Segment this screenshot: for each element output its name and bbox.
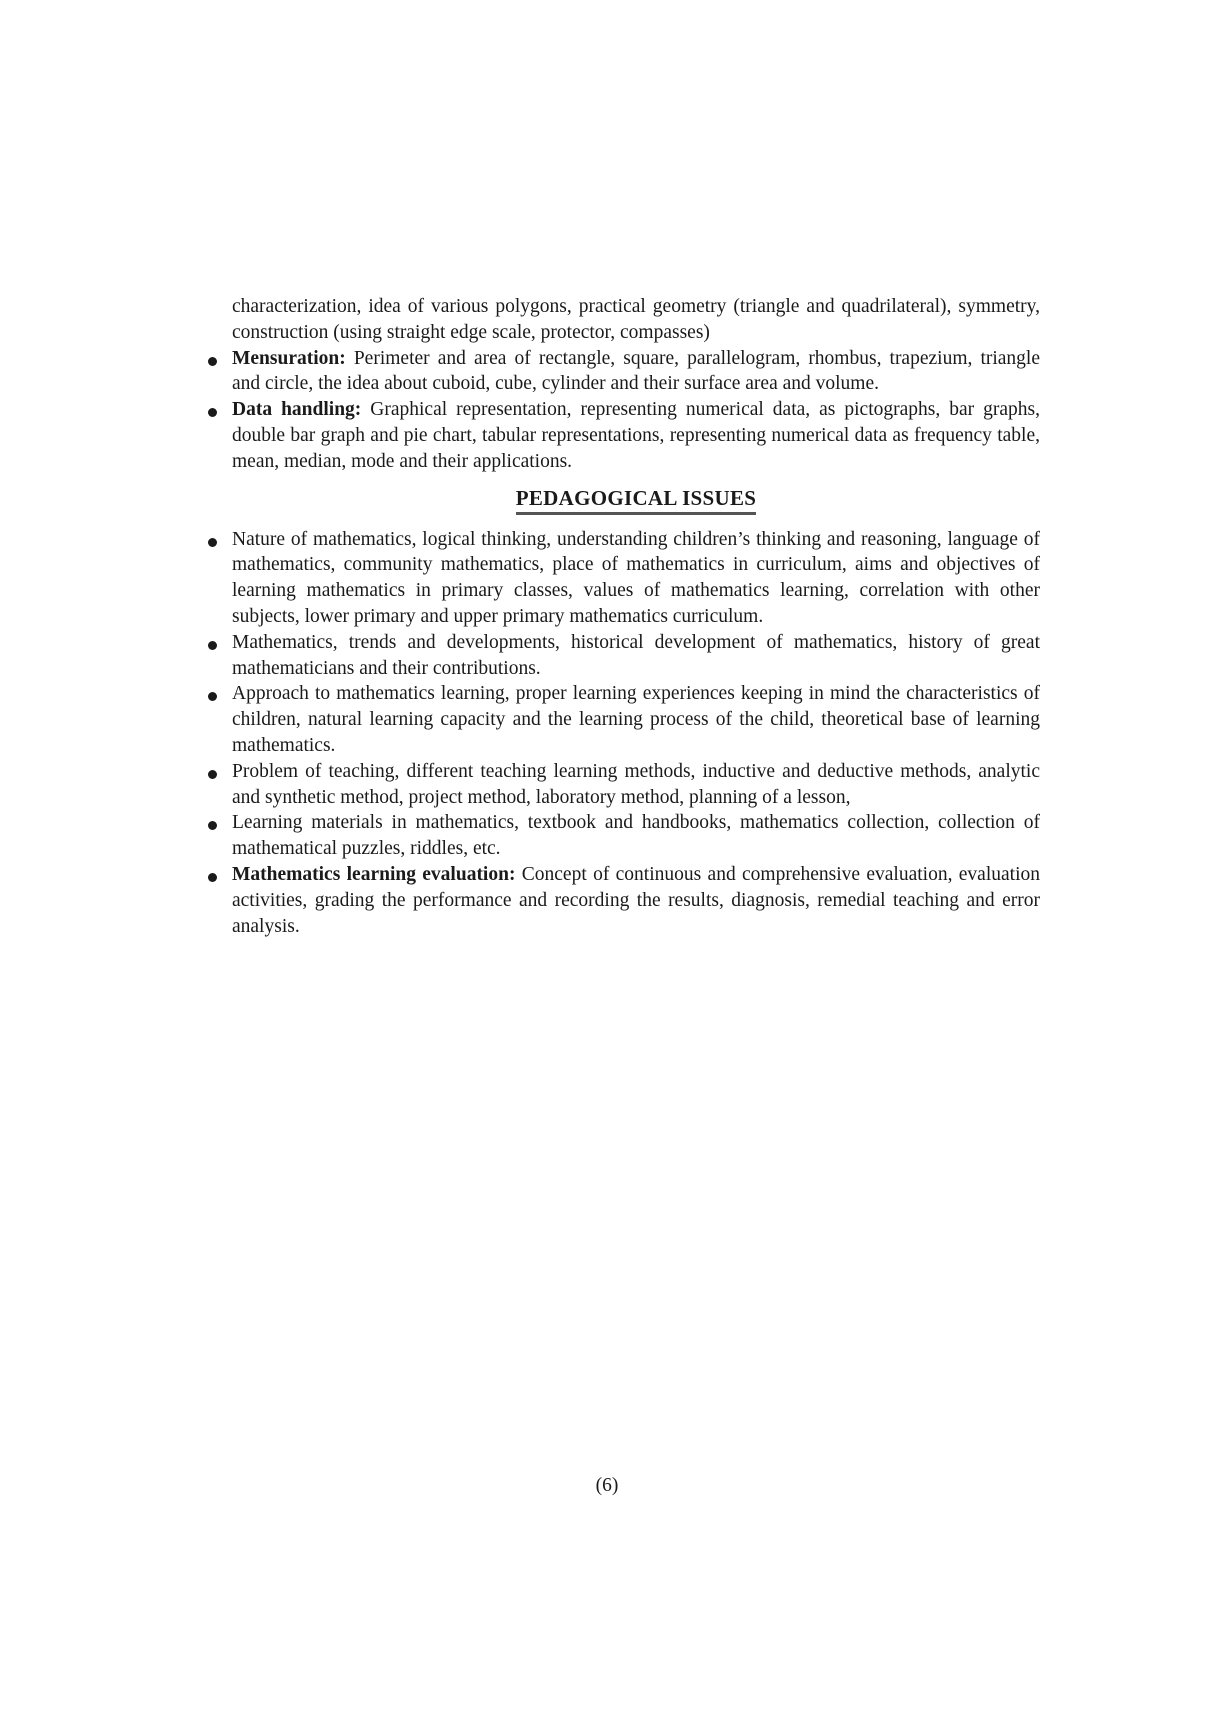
section-heading: PEDAGOGICAL ISSUES bbox=[516, 485, 757, 515]
list-item bbox=[232, 527, 1040, 630]
item-text: Mathematics, trends and developments, historical development of mathematics, history of great mathematicians and their contributions. bbox=[232, 631, 1040, 679]
bullet-icon bbox=[208, 408, 217, 417]
bullet-icon bbox=[208, 873, 217, 882]
page-content bbox=[232, 294, 1040, 939]
item-lead: Data handling: bbox=[232, 399, 362, 421]
list-item bbox=[232, 630, 1040, 682]
list-item bbox=[232, 759, 1040, 811]
item-text: Concept of continuous and comprehensive evaluation, evaluation activities, grading the performance and recording the results, diagnosis, remedial teaching and error analysis. bbox=[232, 863, 1041, 937]
item-text: Nature of mathematics, logical thinking, understanding children’s thinking and reasoning, language of mathematics, community mathematics, place of mathematics in curriculum, aims and objectives of learning mathematics in primary classes, values of mathematics learning, correlation with other subjects, lower primary and upper primary mathematics curriculum. bbox=[232, 528, 1040, 627]
item-lead: Mensuration: bbox=[232, 347, 346, 369]
bullet-icon bbox=[208, 641, 217, 650]
bullet-icon bbox=[208, 692, 217, 701]
bullet-icon bbox=[208, 821, 217, 830]
bullet-icon bbox=[208, 770, 217, 779]
bullet-icon bbox=[208, 357, 217, 366]
section-heading-wrap bbox=[232, 485, 1040, 515]
list-item-evaluation bbox=[232, 862, 1040, 939]
item-text: Perimeter and area of rectangle, square, parallelogram, rhombus, trapezium, triangle and circle, the idea about cuboid, cube, cylinder and their surface area and volume. bbox=[232, 347, 1040, 395]
item-text: Problem of teaching, different teaching learning methods, inductive and deductive methods, analytic and synthetic method, project method, laboratory method, planning of a lesson, bbox=[232, 760, 1040, 808]
bullet-icon bbox=[208, 538, 217, 547]
item-text: Graphical representation, representing numerical data, as pictographs, bar graphs, double bar graph and pie chart, tabular representations, representing numerical data as frequency table, mean, median, mode and their applications. bbox=[232, 399, 1040, 472]
list-item bbox=[232, 681, 1040, 758]
content-list bbox=[232, 346, 1040, 475]
list-item bbox=[232, 810, 1040, 862]
pedagogical-list bbox=[232, 527, 1040, 940]
item-text: Learning materials in mathematics, textbook and handbooks, mathematics collection, collection of mathematical puzzles, riddles, etc. bbox=[232, 812, 1040, 860]
item-text: Approach to mathematics learning, proper learning experiences keeping in mind the characteristics of children, natural learning capacity and the learning process of the child, theoretical base of learning mathematics. bbox=[232, 683, 1040, 756]
list-item-mensuration bbox=[232, 346, 1040, 398]
list-item-data-handling bbox=[232, 397, 1040, 474]
intro-paragraph: characterization, idea of various polygons, practical geometry (triangle and quadrilateral), symmetry, construction (using straight edge scale, protector, compasses) bbox=[232, 296, 1040, 343]
page-number: (6) bbox=[595, 1475, 619, 1496]
item-lead: Mathematics learning evaluation: bbox=[232, 863, 516, 885]
